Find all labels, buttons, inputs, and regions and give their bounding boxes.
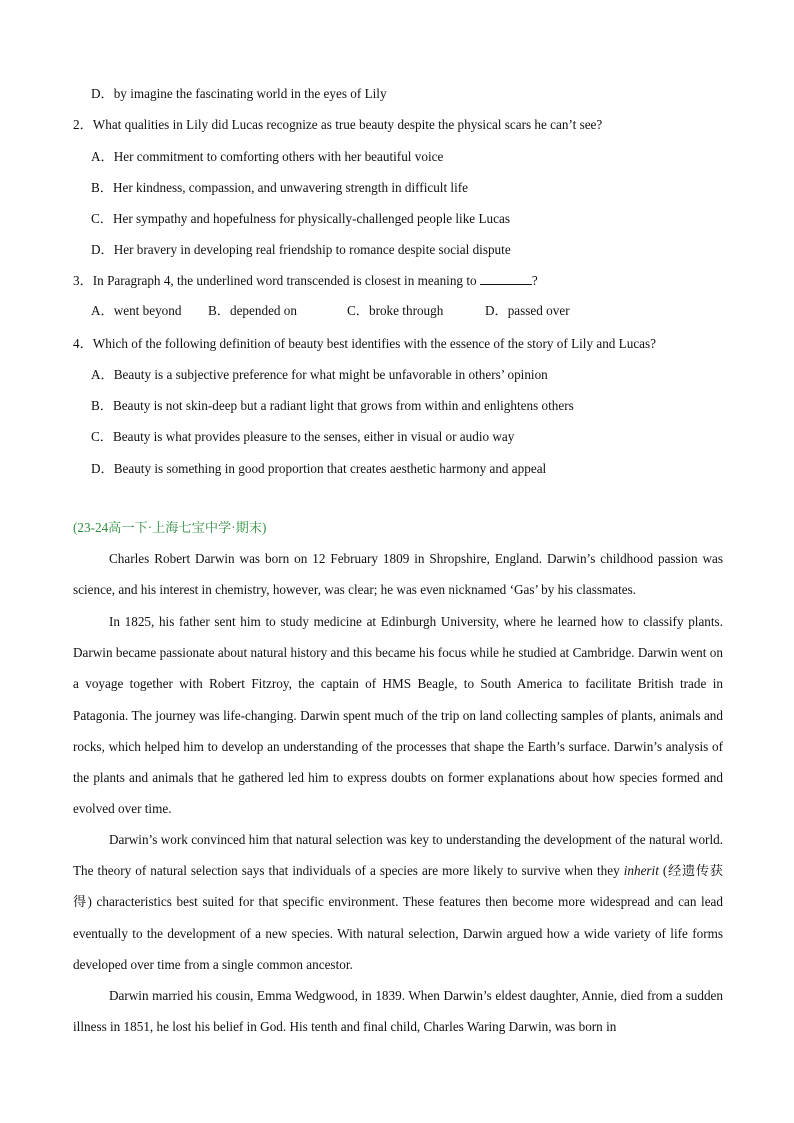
paragraph-3-text	[73, 824, 723, 980]
q2-option-a: A．Her commitment to comforting others with her beautiful voice	[91, 149, 444, 164]
passage-paragraph-1	[73, 543, 723, 605]
paragraph-3-part-1: Darwin’s work convinced him that natural selection was key to understanding the development of the natural world. The theory of natural selection says that individuals of a species are more likely to survive when they	[73, 832, 723, 879]
q3-stem	[73, 270, 538, 289]
q2-option-c: C．Her sympathy and hopefulness for physically-challenged people like Lucas	[91, 211, 510, 226]
passage-paragraph-4	[73, 980, 723, 1042]
paragraph-1-text: Charles Robert Darwin was born on 12 February 1809 in Shropshire, England. Darwin’s childhood passion was science, and his interest in chemistry, however, was clear; he was even nicknamed ‘Gas’ by his classmates.	[73, 551, 723, 598]
q4-option-d: D．Beauty is something in good proportion that creates aesthetic harmony and appeal	[91, 461, 547, 476]
passage-paragraph-3	[73, 824, 723, 980]
q3-option-c: C．broke through	[347, 303, 444, 318]
passage-source: (23-24高一下·上海七宝中学·期末)	[73, 520, 267, 535]
paragraph-4-text: Darwin married his cousin, Emma Wedgwood, in 1839. When Darwin’s eldest daughter, Annie, died from a sudden illness in 1851, he lost his belief in God. His tenth and final child, Charles Waring Darwin, was born in	[73, 988, 723, 1035]
q2-option-d: D．Her bravery in developing real friendship to romance despite social dispute	[91, 242, 511, 257]
answer-blank	[480, 272, 532, 285]
q4-option-c: C．Beauty is what provides pleasure to the senses, either in visual or audio way	[91, 429, 515, 444]
q4-option-a: A．Beauty is a subjective preference for what might be unfavorable in others’ opinion	[91, 367, 548, 382]
q3-options	[91, 300, 611, 320]
paragraph-2-text: In 1825, his father sent him to study medicine at Edinburgh University, where he learned how to classify plants. Darwin became passionate about natural history and this became his focus while he studied at Cambridge. Darwin went on a voyage together with Robert Fitzroy, the captain of HMS Beagle, to South America to facilitate British trade in Patagonia. The journey was life-changing. Darwin spent much of the trip on land collecting samples of plants, animals and rocks, which helped him to develop an understanding of the processes that shape the Earth’s surface. Darwin’s analysis of the plants and animals that he gathered led him to express doubts on former explanations about how species formed and evolved over time.	[73, 614, 723, 817]
q2-option-b: B．Her kindness, compassion, and unwavering strength in difficult life	[91, 180, 468, 195]
passage-paragraph-2	[73, 606, 723, 824]
q3-option-a: A．went beyond	[91, 303, 182, 318]
q4-option-b: B．Beauty is not skin-deep but a radiant light that grows from within and enlightens others	[91, 398, 574, 413]
q1-option-d: D．by imagine the fascinating world in the eyes of Lily	[91, 86, 387, 101]
q3-stem-end: ?	[531, 273, 538, 288]
q3-option-b: B．depended on	[208, 303, 297, 318]
q3-option-d: D．passed over	[485, 303, 570, 318]
q4-stem: 4．Which of the following definition of beauty best identifies with the essence of the story of Lily and Lucas?	[73, 336, 657, 351]
paragraph-3-part-2: (经遗传获得) characteristics best suited for that specific environment. These features then become more widespread and can lead eventually to the development of a new species. With natural selection, Darwin argued how a wide variety of life forms developed over time from a single common ancestor.	[73, 863, 723, 972]
italic-term: inherit	[623, 863, 659, 879]
q3-stem-text: 3．In Paragraph 4, the underlined word transcended is closest in meaning to	[73, 273, 480, 288]
q2-stem: 2．What qualities in Lily did Lucas recognize as true beauty despite the physical scars he can’t see?	[73, 117, 603, 132]
